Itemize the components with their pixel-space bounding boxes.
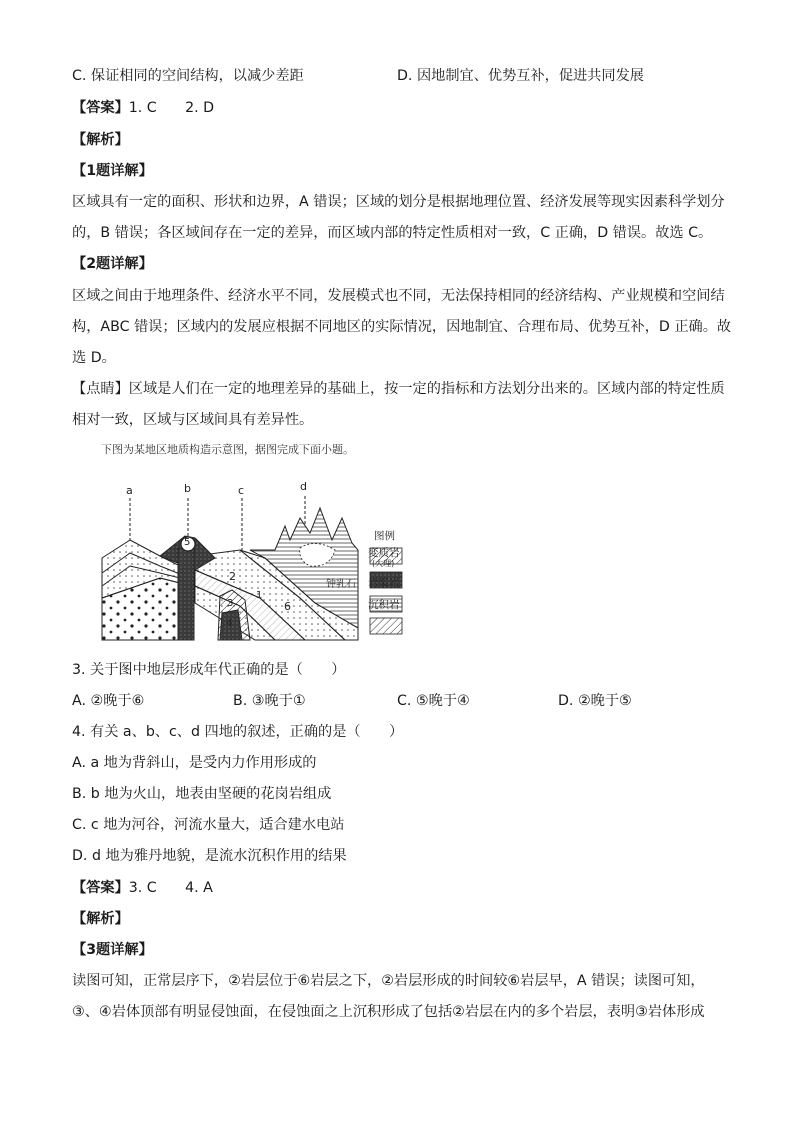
- q2-detail-line: 选 D。: [72, 350, 116, 366]
- q4-option-d: D. d 地为雅丹地貌，是流水沉积作用的结果: [72, 848, 347, 864]
- q2-detail-title: 【2题详解】: [72, 256, 153, 272]
- tip-line: 【点睛】区域是人们在一定的地理差异的基础上，按一定的指标和方法划分出来的。区域内部的特定性质: [72, 381, 725, 397]
- layer-number-3: 3: [227, 598, 234, 609]
- q3-option-c: C. ⑤晚于④: [397, 693, 470, 709]
- q2-detail-line: 构，ABC 错误；区域内的发展应根据不同地区的实际情况，因地制宜、合理布局、优势互补，D 正确。故: [72, 319, 732, 335]
- answer-text: 1. C 2. D: [128, 100, 215, 116]
- answer-tag: 【答案】: [72, 880, 129, 896]
- site-label-c: c: [238, 484, 245, 497]
- q3-detail-line: 读图可知，正常层序下，②岩层位于⑥岩层之下，②岩层形成的时间较⑥岩层早，A 错误；读图可知，: [72, 973, 705, 989]
- answer-text: 3. C 4. A: [128, 880, 213, 896]
- layer-number-2: 2: [229, 570, 236, 583]
- q1-detail-line: 的，B 错误；各区域间存在一定的差异，而区域内部的特定性质相对一致，C 正确，D 错误。故选 C。: [72, 225, 713, 241]
- q3-stem: 3. 关于图中地层形成年代正确的是（ ）: [72, 662, 346, 678]
- layer-number-1: 1: [256, 590, 263, 601]
- layer-number-5: 5: [184, 537, 191, 548]
- layer-number-4: 4: [226, 618, 233, 629]
- q4-option-c: C. c 地为河谷，河流水量大，适合建水电站: [72, 817, 345, 833]
- q1-detail-line: 区域具有一定的面积、形状和边界，A 错误；区域的划分是根据地理位置、经济发展等现实因素科学划分: [72, 194, 725, 210]
- option-c-prev: C. 保证相同的空间结构，以减少差距: [72, 68, 304, 84]
- option-d-prev: D. 因地制宜、优势互补，促进共同发展: [397, 68, 644, 84]
- q1-detail-title: 【1题详解】: [72, 163, 153, 179]
- geology-figure: [100, 478, 410, 642]
- analysis-heading-2: 【解析】: [72, 911, 129, 927]
- stalactite-label: 钟乳石: [326, 579, 356, 590]
- q3-option-d: D. ②晚于⑤: [558, 693, 632, 709]
- q4-option-a: A. a 地为背斜山，是受内力作用形成的: [72, 755, 317, 771]
- analysis-heading-1: 【解析】: [72, 132, 129, 148]
- legend-item-sedimentary: 沉积岩: [368, 599, 400, 611]
- answer-tag: 【答案】: [72, 100, 129, 116]
- geology-diagram: [100, 478, 410, 642]
- q3-detail-line: ③、④岩体顶部有明显侵蚀面，在侵蚀面之上沉积形成了包括②岩层在内的多个岩层，表明③岩体形成: [72, 1004, 705, 1020]
- site-label-a: a: [126, 484, 133, 497]
- answer-block-1: [72, 98, 214, 118]
- legend-item-metamorphic: 变质岩: [368, 547, 400, 559]
- q3-detail-title: 【3题详解】: [72, 942, 153, 958]
- q3-option-a: A. ②晚于⑥: [72, 693, 145, 709]
- q4-option-b: B. b 地为火山，地表由坚硬的花岗岩组成: [72, 786, 332, 802]
- tip-line: 相对一致，区域与区域间具有差异性。: [72, 412, 314, 428]
- legend-item-igneous: 岩浆岩: [368, 577, 400, 589]
- site-label-b: b: [184, 482, 191, 495]
- layer-number-6: 6: [284, 600, 291, 613]
- q2-detail-line: 区域之间由于地理条件、经济水平不同，发展模式也不同，无法保持相同的经济结构、产业规模和空间结: [72, 288, 725, 304]
- q3-option-b: B. ③晚于①: [233, 693, 306, 709]
- legend-title: 图例: [374, 530, 395, 542]
- figure-caption: 下图为某地区地质构造示意图，据图完成下面小题。: [101, 443, 354, 456]
- site-label-d: d: [300, 480, 307, 493]
- q4-stem: 4. 有关 a、b、c、d 四地的叙述，正确的是（ ）: [72, 724, 404, 740]
- legend-sub: (大理): [372, 559, 395, 568]
- answer-block-2: [72, 878, 213, 898]
